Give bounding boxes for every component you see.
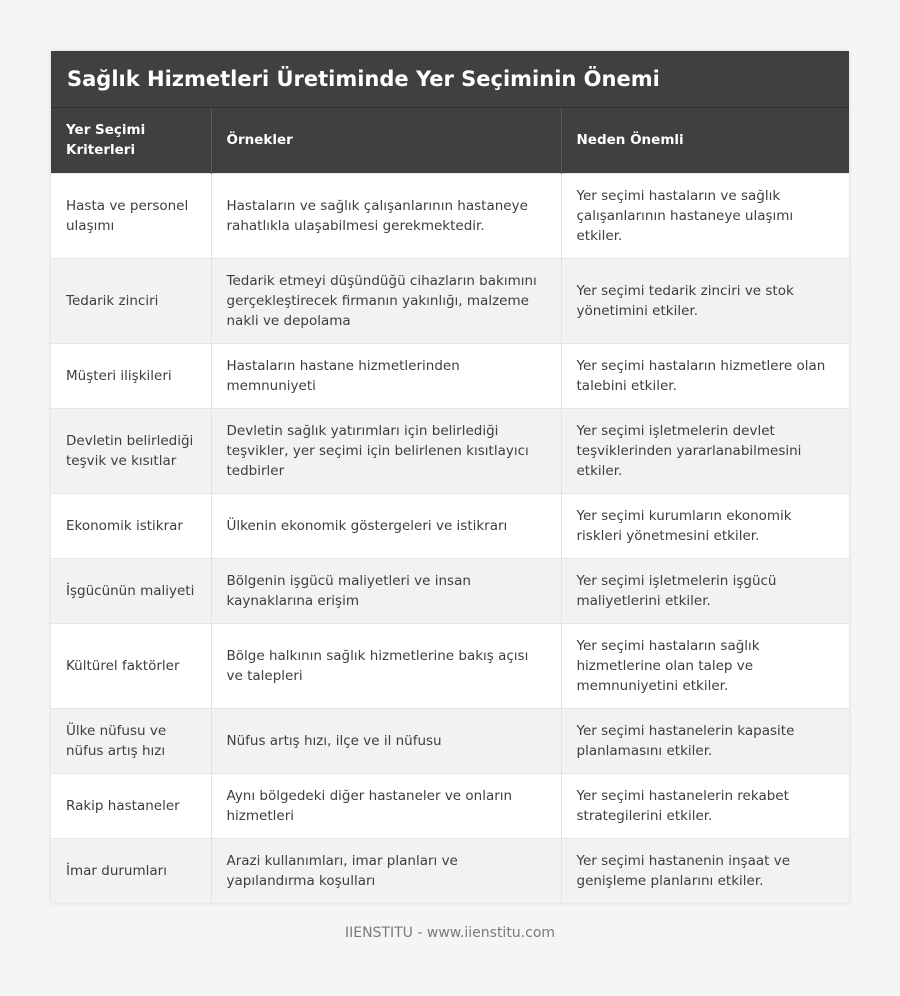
header-examples: Örnekler — [211, 108, 561, 173]
table-row — [51, 708, 849, 773]
cell-why: Yer seçimi hastaların hizmetlere olan talebini etkiler. — [561, 343, 849, 408]
cell-criteria: Müşteri ilişkileri — [51, 343, 211, 408]
cell-examples: Tedarik etmeyi düşündüğü cihazların bakımını gerçekleştirecek firmanın yakınlığı, malzeme nakli ve depolama — [211, 258, 561, 343]
table-row — [51, 408, 849, 493]
cell-why: Yer seçimi hastaların ve sağlık çalışanlarının hastaneye ulaşımı etkiler. — [561, 173, 849, 258]
cell-examples: Devletin sağlık yatırımları için belirlediği teşvikler, yer seçimi için belirlenen kısıtlayıcı tedbirler — [211, 408, 561, 493]
cell-why: Yer seçimi kurumların ekonomik riskleri yönetmesini etkiler. — [561, 493, 849, 558]
cell-criteria: Ülke nüfusu ve nüfus artış hızı — [51, 708, 211, 773]
cell-examples: Bölge halkının sağlık hizmetlerine bakış açısı ve talepleri — [211, 623, 561, 708]
header-row — [51, 108, 849, 173]
table-row — [51, 493, 849, 558]
criteria-table — [51, 108, 849, 903]
cell-why: Yer seçimi hastanelerin rekabet strategilerini etkiler. — [561, 773, 849, 838]
cell-why: Yer seçimi tedarik zinciri ve stok yönetimini etkiler. — [561, 258, 849, 343]
table-title: Sağlık Hizmetleri Üretiminde Yer Seçiminin Önemi — [51, 51, 849, 108]
cell-criteria: Rakip hastaneler — [51, 773, 211, 838]
cell-examples: Ülkenin ekonomik göstergeleri ve istikrarı — [211, 493, 561, 558]
cell-why: Yer seçimi hastanenin inşaat ve genişleme planlarını etkiler. — [561, 838, 849, 903]
header-criteria: Yer Seçimi Kriterleri — [51, 108, 211, 173]
footer-credit: IIENSTITU - www.iienstitu.com — [344, 925, 556, 941]
cell-examples: Aynı bölgedeki diğer hastaneler ve onların hizmetleri — [211, 773, 561, 838]
cell-criteria: İmar durumları — [51, 838, 211, 903]
cell-examples: Arazi kullanımları, imar planları ve yapılandırma koşulları — [211, 838, 561, 903]
cell-criteria: İşgücünün maliyeti — [51, 558, 211, 623]
cell-criteria: Hasta ve personel ulaşımı — [51, 173, 211, 258]
cell-examples: Bölgenin işgücü maliyetleri ve insan kaynaklarına erişim — [211, 558, 561, 623]
cell-criteria: Tedarik zinciri — [51, 258, 211, 343]
cell-why: Yer seçimi işletmelerin devlet teşviklerinden yararlanabilmesini etkiler. — [561, 408, 849, 493]
table-row — [51, 343, 849, 408]
table-card — [51, 51, 849, 903]
table-row — [51, 558, 849, 623]
cell-examples: Hastaların hastane hizmetlerinden memnuniyeti — [211, 343, 561, 408]
table-row — [51, 173, 849, 258]
table-row — [51, 773, 849, 838]
cell-criteria: Devletin belirlediği teşvik ve kısıtlar — [51, 408, 211, 493]
table-row — [51, 623, 849, 708]
cell-why: Yer seçimi hastanelerin kapasite planlamasını etkiler. — [561, 708, 849, 773]
cell-examples: Hastaların ve sağlık çalışanlarının hastaneye rahatlıkla ulaşabilmesi gerekmektedir. — [211, 173, 561, 258]
cell-criteria: Ekonomik istikrar — [51, 493, 211, 558]
table-row — [51, 838, 849, 903]
cell-examples: Nüfus artış hızı, ilçe ve il nüfusu — [211, 708, 561, 773]
header-why: Neden Önemli — [561, 108, 849, 173]
cell-criteria: Kültürel faktörler — [51, 623, 211, 708]
cell-why: Yer seçimi hastaların sağlık hizmetlerine olan talep ve memnuniyetini etkiler. — [561, 623, 849, 708]
cell-why: Yer seçimi işletmelerin işgücü maliyetlerini etkiler. — [561, 558, 849, 623]
table-row — [51, 258, 849, 343]
